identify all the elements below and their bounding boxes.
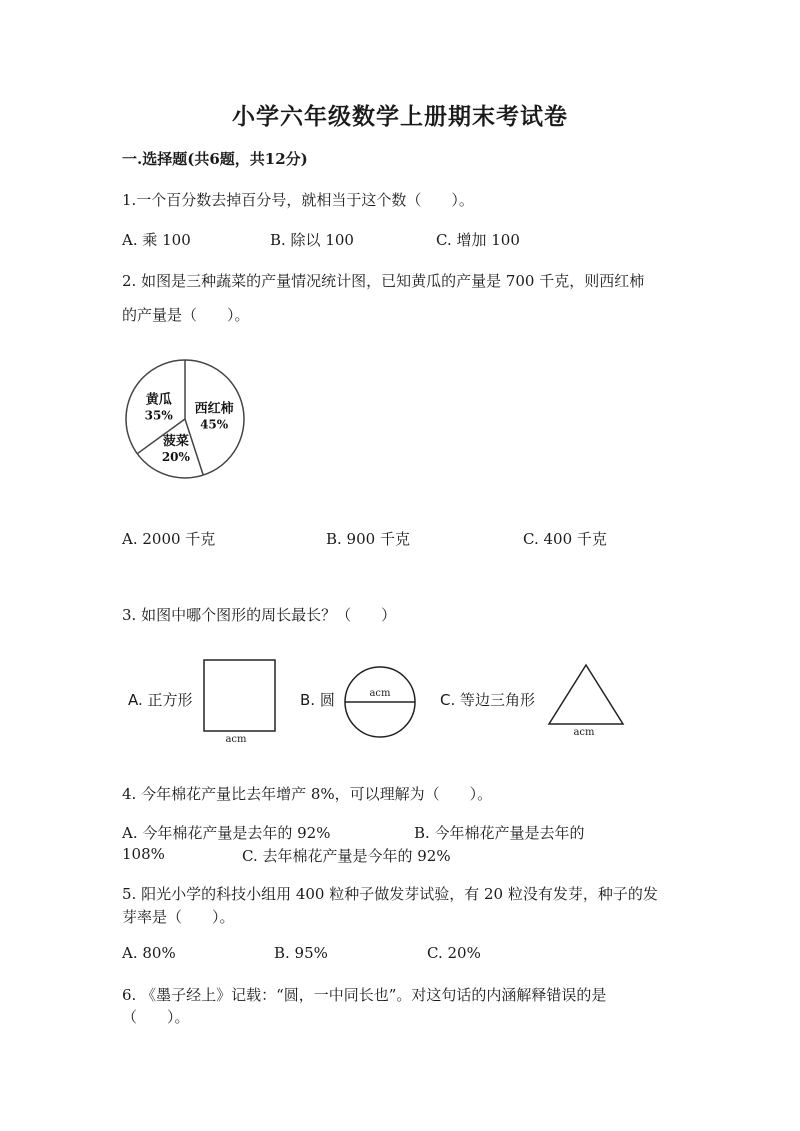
q2-option-a: A. 2000 千克 bbox=[122, 530, 216, 548]
triangle-figure bbox=[546, 662, 626, 742]
q4-option-a: A. 今年棉花产量是去年的 92% bbox=[122, 824, 331, 842]
shape-label-circle: B. 圆 bbox=[300, 691, 335, 709]
question-4: 4. 今年棉花产量比去年增产 8%，可以理解为（ ）。 bbox=[122, 785, 493, 803]
page-title: 小学六年级数学上册期末考试卷 bbox=[232, 103, 568, 130]
pie-label-2: 黄瓜 bbox=[145, 392, 172, 408]
circle-diameter-label: acm bbox=[369, 688, 391, 699]
square-side-label: acm bbox=[225, 734, 247, 745]
question-5-line-2: 芽率是（ ）。 bbox=[122, 908, 235, 926]
q4-option-b: B. 今年棉花产量是去年的 bbox=[414, 824, 585, 842]
pie-label-1: 菠菜 bbox=[162, 434, 189, 450]
q5-option-b: B. 95% bbox=[274, 944, 328, 962]
circle-figure bbox=[342, 665, 418, 741]
question-3: 3. 如图中哪个图形的周长最长？（ ） bbox=[122, 606, 397, 624]
q1-option-a: A. 乘 100 bbox=[122, 231, 191, 249]
pie-value-0: 45% bbox=[200, 417, 229, 432]
q2-option-c: C. 400 千克 bbox=[523, 530, 607, 548]
q2-option-b: B. 900 千克 bbox=[326, 530, 410, 548]
question-6-line-1: 6. 《墨子经上》记载：“圆，一中同长也”。对这句话的内涵解释错误的是 bbox=[122, 986, 607, 1004]
triangle-side-label: acm bbox=[573, 727, 595, 738]
question-2-line-1: 2. 如图是三种蔬菜的产量情况统计图，已知黄瓜的产量是 700 千克，则西红柿 bbox=[122, 272, 645, 290]
q5-option-a: A. 80% bbox=[122, 944, 176, 962]
question-1: 1.一个百分数去掉百分号，就相当于这个数（ ）。 bbox=[122, 191, 474, 209]
q1-option-c: C. 增加 100 bbox=[436, 231, 520, 249]
pie-value-1: 20% bbox=[161, 450, 190, 465]
pie-label-0: 西红柿 bbox=[194, 401, 234, 417]
square-figure bbox=[202, 658, 278, 746]
q4-option-c: C. 去年棉花产量是今年的 92% bbox=[242, 847, 451, 865]
section-heading: 一.选择题(共6题，共12分) bbox=[122, 150, 308, 168]
question-6-line-2: （ ）。 bbox=[122, 1008, 190, 1026]
question-5-line-1: 5. 阳光小学的科技小组用 400 粒种子做发芽试验，有 20 粒没有发芽，种子的发 bbox=[122, 885, 658, 903]
shape-label-square: A. 正方形 bbox=[128, 691, 193, 709]
q1-option-b: B. 除以 100 bbox=[270, 231, 354, 249]
q5-option-c: C. 20% bbox=[427, 944, 481, 962]
pie-chart bbox=[122, 358, 252, 482]
question-2-line-2: 的产量是（ ）。 bbox=[122, 306, 250, 324]
pie-value-2: 35% bbox=[144, 408, 173, 423]
shape-label-triangle: C. 等边三角形 bbox=[440, 691, 536, 709]
q4-option-b-continued: 108% bbox=[122, 845, 165, 863]
